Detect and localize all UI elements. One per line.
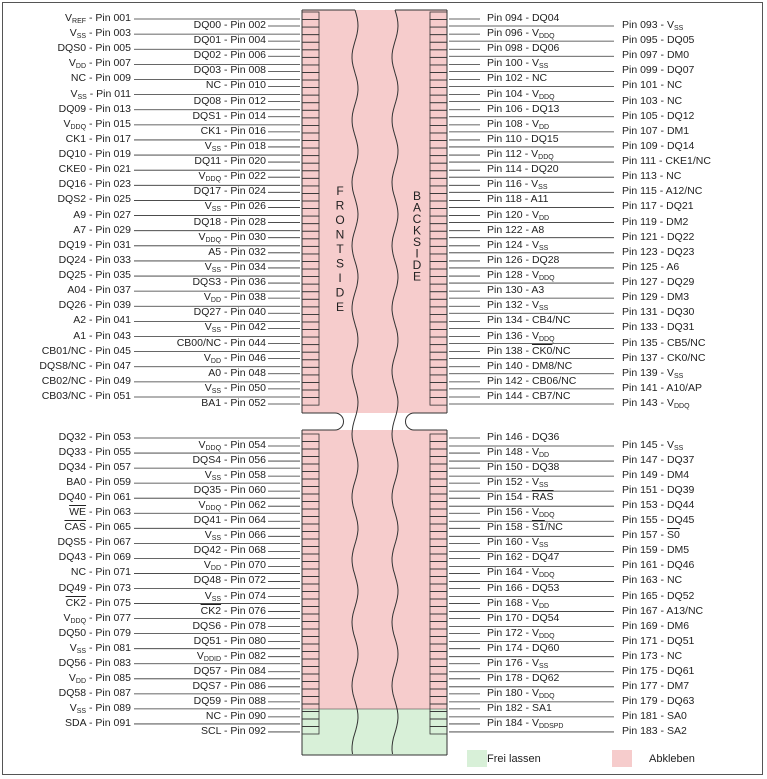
pin-label: DQ58 - Pin 087 [58,686,131,699]
pin-label: Pin 141 - A10/AP [622,381,702,394]
pin-label: DQS2 - Pin 025 [57,193,131,206]
pin-label: CK2 - Pin 076 [200,604,266,617]
frontside-label: O [335,213,345,227]
pin-label: Pin $156 - V_{DDQ}$ [487,506,555,520]
pin-label: Pin 130 - A3 [487,284,545,297]
pin-label: Pin 169 - DM6 [622,619,690,632]
pin-label: Pin $154 - \overline{RAS}$ [487,491,554,504]
pin-label: DQ03 - Pin 008 [193,64,266,77]
pin-label: Pin $104 - V_{DDQ}$ [487,87,555,101]
pin-label: A0 - Pin 048 [208,366,266,379]
pin-label: $V_{SS}$ - Pin 058 [204,469,266,483]
pin-label: NC - Pin 010 [205,79,266,92]
pin-label: DQ19 - Pin 031 [58,238,131,251]
frontside-label: N [335,227,345,242]
pin-label: $V_{DDQ}$ - Pin 030 [198,230,266,244]
backside-label: I [415,246,419,261]
frontside-label: T [336,242,344,256]
pin-label: DQ40 - Pin 061 [58,491,131,504]
pin-label: Pin 162 - DQ47 [487,551,560,564]
pin-label: Pin 113 - NC [622,170,682,183]
pin-label: $\overline{WE}$ - Pin 063 [69,506,131,519]
pin-label: Pin 122 - A8 [487,223,545,236]
legend-free-swatch [467,750,487,767]
pin-label: Pin $120 - V_{DD}$ [487,208,550,222]
pin-label: $V_{SS}$ - Pin 018 [204,139,266,153]
pin-label: Pin $176 - V_{SS}$ [487,656,549,670]
pin-label: DQ32 - Pin 053 [58,431,131,443]
pin-label: DQS6 - Pin 078 [192,619,266,632]
pin-label: DQ42 - Pin 068 [193,544,266,557]
pin-label: DQ16 - Pin 023 [58,178,131,191]
pin-label: Pin 111 - CKE1/NC [622,155,711,168]
pin-label: DQ51 - Pin 080 [193,634,266,647]
pin-label: Pin 179 - DQ63 [622,694,695,707]
pin-label: DQS4 - Pin 056 [192,454,266,467]
pin-label: Pin 161 - DQ46 [622,559,695,572]
pin-label: Pin 138 - CK0/NC [487,344,571,357]
pin-label: DQS3 - Pin 036 [192,276,266,289]
backside-label: B [412,189,422,203]
pin-label: Pin 153 - DQ44 [622,499,695,512]
pin-label: Pin 135 - CB5/NC [622,336,706,349]
pin-label: Pin 133 - DQ31 [622,321,695,334]
pin-label: Pin 182 - SA1 [487,701,552,714]
pin-label: Pin $164 - V_{DDQ}$ [487,566,555,580]
pin-label: Pin 118 - A11 [487,193,549,206]
free-area [302,709,447,755]
frontside-label: D [335,285,345,300]
pin-label: Pin 173 - NC [622,649,683,662]
pin-label: Pin 099 - DQ07 [622,64,695,77]
pin-label: DQ09 - Pin 013 [58,102,131,115]
pin-label: $V_{SS}$ - Pin 034 [204,260,266,274]
pin-label: Pin $168 - V_{DD}$ [487,596,550,610]
pin-label: DQ25 - Pin 035 [58,269,131,282]
pin-label: DQ27 - Pin 040 [193,306,266,319]
backside-label: K [412,223,422,238]
pin-label: $V_{DDQ}$ - Pin 022 [198,170,266,184]
pin-label: Pin 109 - DQ14 [622,139,695,152]
pin-label: DQ41 - Pin 064 [193,514,266,527]
pin-label: DQ50 - Pin 079 [58,626,131,639]
pin-label: Pin $093 - V_{SS}$ [622,19,684,32]
pin-label: Pin 165 - DQ52 [622,589,695,602]
pin-label: Pin 163 - NC [622,574,683,587]
pin-label: Pin 140 - DM8/NC [487,359,573,372]
pin-label: Pin $124 - V_{SS}$ [487,238,549,252]
pin-label: DQS0 - Pin 005 [57,42,131,55]
backside-label: A [412,200,422,215]
pin-label: DQ59 - Pin 088 [193,694,266,707]
pin-label: DQ35 - Pin 060 [193,484,266,497]
pin-label: Pin $108 - V_{DD}$ [487,117,550,131]
frontside-label: S [335,256,345,271]
pin-label: SCL - Pin 092 [201,724,266,737]
pin-label: A04 - Pin 037 [67,284,131,297]
tape-area [302,10,447,709]
pin-label: $\overline{CAS}$ - Pin 065 [64,521,131,534]
pin-label: Pin 127 - DQ29 [622,276,695,289]
pin-label: DQS7 - Pin 086 [192,679,266,692]
pin-label: Pin 115 - A12/NC [622,185,703,198]
notch-outline-right [406,413,448,430]
pin-label: Pin $148 - V_{DD}$ [487,446,550,460]
pin-label: $V_{SS}$ - Pin 081 [69,641,131,655]
pin-label: $V_{REF}$ - Pin 001 [65,12,131,25]
pin-label: Pin $139 - V_{SS}$ [622,366,684,380]
pin-label: Pin 123 - DQ23 [622,245,695,258]
pin-label: DQS5 - Pin 067 [57,536,131,549]
pin-label: Pin $152 - V_{SS}$ [487,476,549,490]
pin-label: DQ49 - Pin 073 [58,581,131,594]
pin-label: NC - Pin 009 [70,72,131,85]
pin-label: $V_{SS}$ - Pin 042 [204,321,266,335]
pin-label: $V_{DD}$ - Pin 085 [68,671,131,685]
pin-label: A9 - Pin 027 [73,208,131,221]
pin-label: Pin 121 - DQ22 [622,230,695,243]
pin-label: $V_{DD}$ - Pin 038 [203,291,266,305]
pin-label: Pin 103 - NC [622,94,683,107]
legend-tape-label: Abkleben [649,753,695,765]
pin-label: Pin 155 - DQ45 [622,514,695,527]
pin-label: DQ43 - Pin 069 [58,551,131,564]
pin-label: Pin 131 - DQ30 [622,306,695,319]
pin-label: DQ11 - Pin 020 [194,155,266,168]
pin-label: Pin 146 - DQ36 [487,431,560,443]
pin-label: $V_{DDQ}$ - Pin 077 [63,611,131,625]
pin-label: $V_{DD}$ - Pin 070 [203,559,266,573]
pin-label: $V_{SS}$ - Pin 074 [204,589,266,603]
pin-label: A1 - Pin 043 [73,329,131,342]
backside-label: S [412,235,422,249]
pin-label: Pin 097 - DM0 [622,49,690,62]
pin-label: DQ57 - Pin 084 [193,664,266,677]
pin-label: Pin 171 - DQ51 [622,634,695,647]
pin-label: DQ08 - Pin 012 [193,94,266,107]
pin-label: Pin $128 - V_{DDQ}$ [487,269,555,283]
pin-label: Pin $132 - V_{SS}$ [487,299,549,313]
pin-label: NC - Pin 071 [70,566,131,579]
pin-label: Pin $160 - V_{SS}$ [487,536,549,550]
pin-label: $V_{DD}$ - Pin 007 [68,57,131,71]
pin-label: DQ01 - Pin 004 [193,34,266,47]
pin-label: Pin 175 - DQ61 [622,664,695,677]
pin-label: DQ24 - Pin 033 [58,253,131,266]
pin-label: Pin $112 - V_{DDQ}$ [487,148,554,162]
pin-label: Pin 117 - DQ21 [622,200,694,213]
pin-label: CK1 - Pin 016 [200,124,266,137]
pin-label: Pin 114 - DQ20 [487,163,559,176]
pin-label: $V_{SS}$ - Pin 089 [69,701,131,715]
pin-label: Pin 142 - CB06/NC [487,374,577,387]
pin-label: Pin 110 - DQ15 [487,132,559,145]
pin-label: Pin 167 - A13/NC [622,604,704,617]
pin-label: BA1 - Pin 052 [201,397,266,409]
pin-label: Pin $136 - V_{DDQ}$ [487,329,555,343]
pin-label: CB03/NC - Pin 051 [41,390,131,402]
legend-free-label: Frei lassen [487,753,541,765]
pin-label: Pin 181 - SA0 [622,709,687,722]
pin-label: Pin 150 - DQ38 [487,461,560,474]
pin-label: DQS8/NC - Pin 047 [39,359,131,372]
pin-label: Pin 151 - DQ39 [622,484,695,497]
pin-label: $V_{DDQ}$ - Pin 062 [198,499,266,513]
pin-label: Pin $180 - V_{DDQ}$ [487,686,555,700]
pin-label: CKE0 - Pin 021 [58,163,131,176]
pin-label: $V_{DDQ}$ - Pin 015 [63,117,131,131]
pin-label: Pin 095 - DQ05 [622,34,695,47]
pin-label: Pin 177 - DM7 [622,679,690,692]
pin-label: $V_{SS}$ - Pin 026 [204,200,266,214]
pin-label: DQS1 - Pin 014 [192,109,266,122]
pin-label: Pin 101 - NC [622,79,683,92]
pin-label: Pin 166 - DQ53 [487,581,560,594]
pin-label: CK2 - Pin 075 [65,596,131,609]
pin-label: Pin 119 - DM2 [622,215,689,228]
pin-label: Pin 126 - DQ28 [487,253,560,266]
pin-label: $V_{SS}$ - Pin 003 [69,27,131,41]
pin-label: Pin $145 - V_{SS}$ [622,439,684,452]
pin-label: Pin 147 - DQ37 [622,454,695,467]
pin-label: $V_{DD}$ - Pin 046 [203,351,266,365]
pin-label: DQ48 - Pin 072 [193,574,266,587]
pin-label: Pin $096 - V_{DDQ}$ [487,27,555,41]
pin-label: DQ00 - Pin 002 [193,19,266,31]
pin-label: $V_{SS}$ - Pin 011 [70,87,131,101]
frontside-label: F [336,184,344,198]
pin-label: Pin $184 - V_{DDSPD}$ [487,716,564,730]
pin-label: CB00/NC - Pin 044 [176,336,266,349]
pin-label: A2 - Pin 041 [73,314,131,327]
pin-label: Pin 137 - CK0/NC [622,351,706,364]
frontside-label: I [338,271,342,285]
pin-label: DQ33 - Pin 055 [58,446,131,459]
pin-label: Pin $143 - V_{DDQ}$ [622,397,690,410]
pin-label: DQ18 - Pin 028 [193,215,266,228]
pin-label: Pin 178 - DQ62 [487,671,560,684]
pin-label: Pin 183 - SA2 [622,724,687,737]
pin-label: Pin 102 - NC [487,72,548,85]
pin-label: $V_{DDID}$ - Pin 082 [196,649,266,663]
backside-label: D [412,258,422,272]
pin-label: DQ26 - Pin 039 [58,299,131,312]
pin-label: DQ02 - Pin 006 [193,49,266,62]
pin-label: Pin 170 - DQ54 [487,611,560,624]
pin-label: Pin 134 - CB4/NC [487,314,571,327]
pin-label: Pin 125 - A6 [622,260,680,273]
pin-label: Pin 094 - DQ04 [487,12,560,24]
pin-label: Pin $172 - V_{DDQ}$ [487,626,555,640]
pin-label: DQ10 - Pin 019 [58,148,131,161]
pin-label: Pin 159 - DM5 [622,544,690,557]
legend-tape-swatch [612,750,632,767]
pin-label: Pin 129 - DM3 [622,291,690,304]
pin-label: $V_{SS}$ - Pin 066 [204,529,266,543]
backside-label: E [412,269,422,284]
pin-label: DQ56 - Pin 083 [58,656,131,669]
pin-label: A5 - Pin 032 [208,245,266,258]
pin-label: Pin 105 - DQ12 [622,109,695,122]
pin-label: DQ17 - Pin 024 [193,185,266,198]
pin-label: SDA - Pin 091 [65,716,131,729]
pin-label: CK1 - Pin 017 [65,132,131,145]
pin-label: DQ34 - Pin 057 [58,461,131,474]
pin-label: Pin 107 - DM1 [622,124,690,137]
backside-label: C [412,212,422,226]
pin-label: Pin 157 - S0 [622,529,680,542]
pin-label: Pin $100 - V_{SS}$ [487,57,549,71]
pin-label: BA0 - Pin 059 [66,476,131,489]
frontside-label: R [335,198,345,213]
frontside-label: E [335,300,345,314]
pin-label: Pin 098 - DQ06 [487,42,560,55]
pin-label: A7 - Pin 029 [73,223,131,236]
pin-label: CB01/NC - Pin 045 [41,344,131,357]
pin-label: Pin 149 - DM4 [622,469,690,482]
pin-label: Pin 106 - DQ13 [487,102,560,115]
pin-label: Pin $116 - V_{SS}$ [487,178,548,192]
pin-label: $V_{SS}$ - Pin 050 [204,381,266,395]
pin-label: CB02/NC - Pin 049 [41,374,131,387]
notch-outline-left [302,413,344,430]
pin-label: Pin 174 - DQ60 [487,641,560,654]
pin-label: Pin 144 - CB7/NC [487,390,571,402]
pin-label: $V_{DDQ}$ - Pin 054 [198,439,266,452]
pin-label: Pin 158 - S1/NC [487,521,563,534]
pin-label: NC - Pin 090 [205,709,266,722]
